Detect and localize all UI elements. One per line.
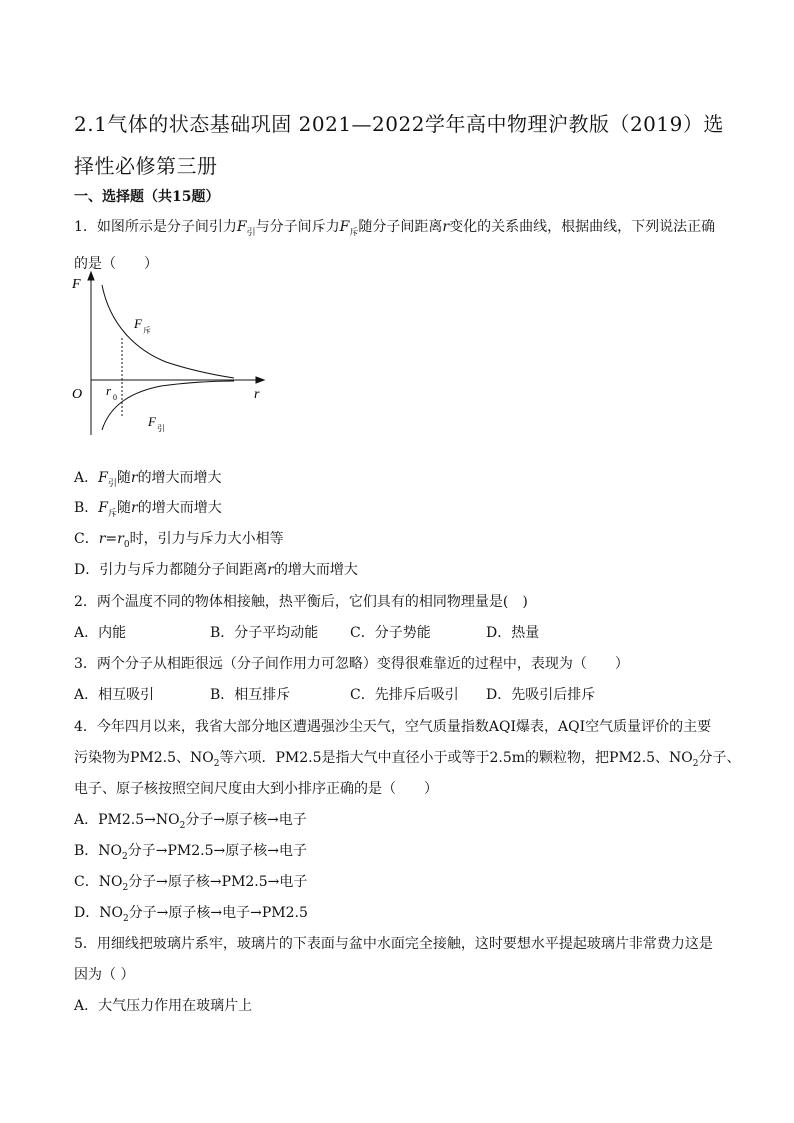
r0-label: r [106, 383, 112, 398]
origin-label: O [72, 387, 83, 402]
question-4-line-1: 4．今年四月以来，我省大部分地区遭遇强沙尘天气，空气质量指数AQI爆表，AQI空气质量评价的主要 [74, 719, 712, 735]
question-1-text: 1．如图所示是分子间引力$F_引$与分子间斥力$F_斥$随分子间距离r变化的关系曲线，根据曲线，下列说法正确的是（ ） [74, 219, 716, 272]
q3-option-a: A．相互吸引 [74, 687, 155, 703]
q4-option-a: A．$PM2.5\to NO_2$分子→原子核→电子 [74, 812, 307, 831]
x-axis-arrow [256, 377, 264, 383]
repulsion-label: F [134, 316, 142, 331]
y-axis-label: F [72, 277, 81, 292]
q2-option-c: C．分子势能 [350, 625, 431, 641]
q1-option-b: B．$F_斥$随r的增大而增大 [74, 500, 222, 519]
attraction-curve [102, 381, 234, 430]
attraction-label: F [148, 414, 156, 429]
q3-option-b: B．相互排斥 [210, 687, 291, 703]
attraction-subscript: 引 [157, 424, 165, 433]
question-3-text: 3．两个分子从相距很远（分子间作用力可忽略）变得很难靠近的过程中，表现为（ ） [74, 656, 629, 672]
x-axis-label: r [254, 387, 260, 402]
r0-subscript: 0 [113, 393, 117, 402]
q3-option-c: C．先排斥后吸引 [350, 687, 459, 703]
q2-option-b: B．分子平均动能 [210, 625, 319, 641]
y-axis-arrow [88, 272, 94, 280]
q2-option-a: A．内能 [74, 625, 127, 641]
document-title: 2.1气体的状态基础巩固 2021—2022学年高中物理沪教版（2019）选择性必修第三册 [74, 112, 724, 178]
q3-options [74, 685, 595, 705]
q4-option-b: B．$NO_2$分子→PM2.5→原子核→电子 [74, 843, 307, 862]
repulsion-subscript: 斥 [143, 326, 151, 335]
q1-option-a: A．$F_引$随r的增大而增大 [74, 470, 222, 489]
question-5-line-1: 5．用细线把玻璃片系牢，玻璃片的下表面与盆中水面完全接触，这时要想水平提起玻璃片非常费力这是 [74, 936, 713, 952]
q2-option-d: D．热量 [486, 625, 540, 641]
question-2-text: 2．两个温度不同的物体相接触，热平衡后，它们具有的相同物理量是( ) [74, 594, 528, 610]
q3-option-d: D．先吸引后排斥 [486, 687, 596, 703]
section-heading: 一、选择题（共15题） [74, 189, 220, 205]
q5-option-a: A．大气压力作用在玻璃片上 [74, 998, 253, 1014]
question-5-line-2: 因为（ ） [74, 967, 135, 983]
q4-option-c: C．$NO_2$分子→原子核→PM2.5→电子 [74, 874, 308, 893]
force-distance-graph [66, 270, 276, 440]
question-4-line-3: 电子、原子核按照空间尺度由大到小排序正确的是（ ） [74, 781, 438, 797]
q4-option-d: D．$NO_2$分子→原子核→电子→PM2.5 [74, 905, 308, 924]
repulsion-curve [102, 285, 234, 378]
q2-options [74, 623, 539, 643]
q1-option-d: D．引力与斥力都随分子间距离r的增大而增大 [74, 562, 358, 578]
question-4-line-2: 污染物为PM2.5、$NO_2$等六项．PM2.5是指大气中直径小于或等于2.5m的颗粒物，把PM2.5、$NO_2$分子、 [74, 750, 741, 769]
q1-option-c: C．$r=r_0$时，引力与斥力大小相等 [74, 531, 284, 550]
